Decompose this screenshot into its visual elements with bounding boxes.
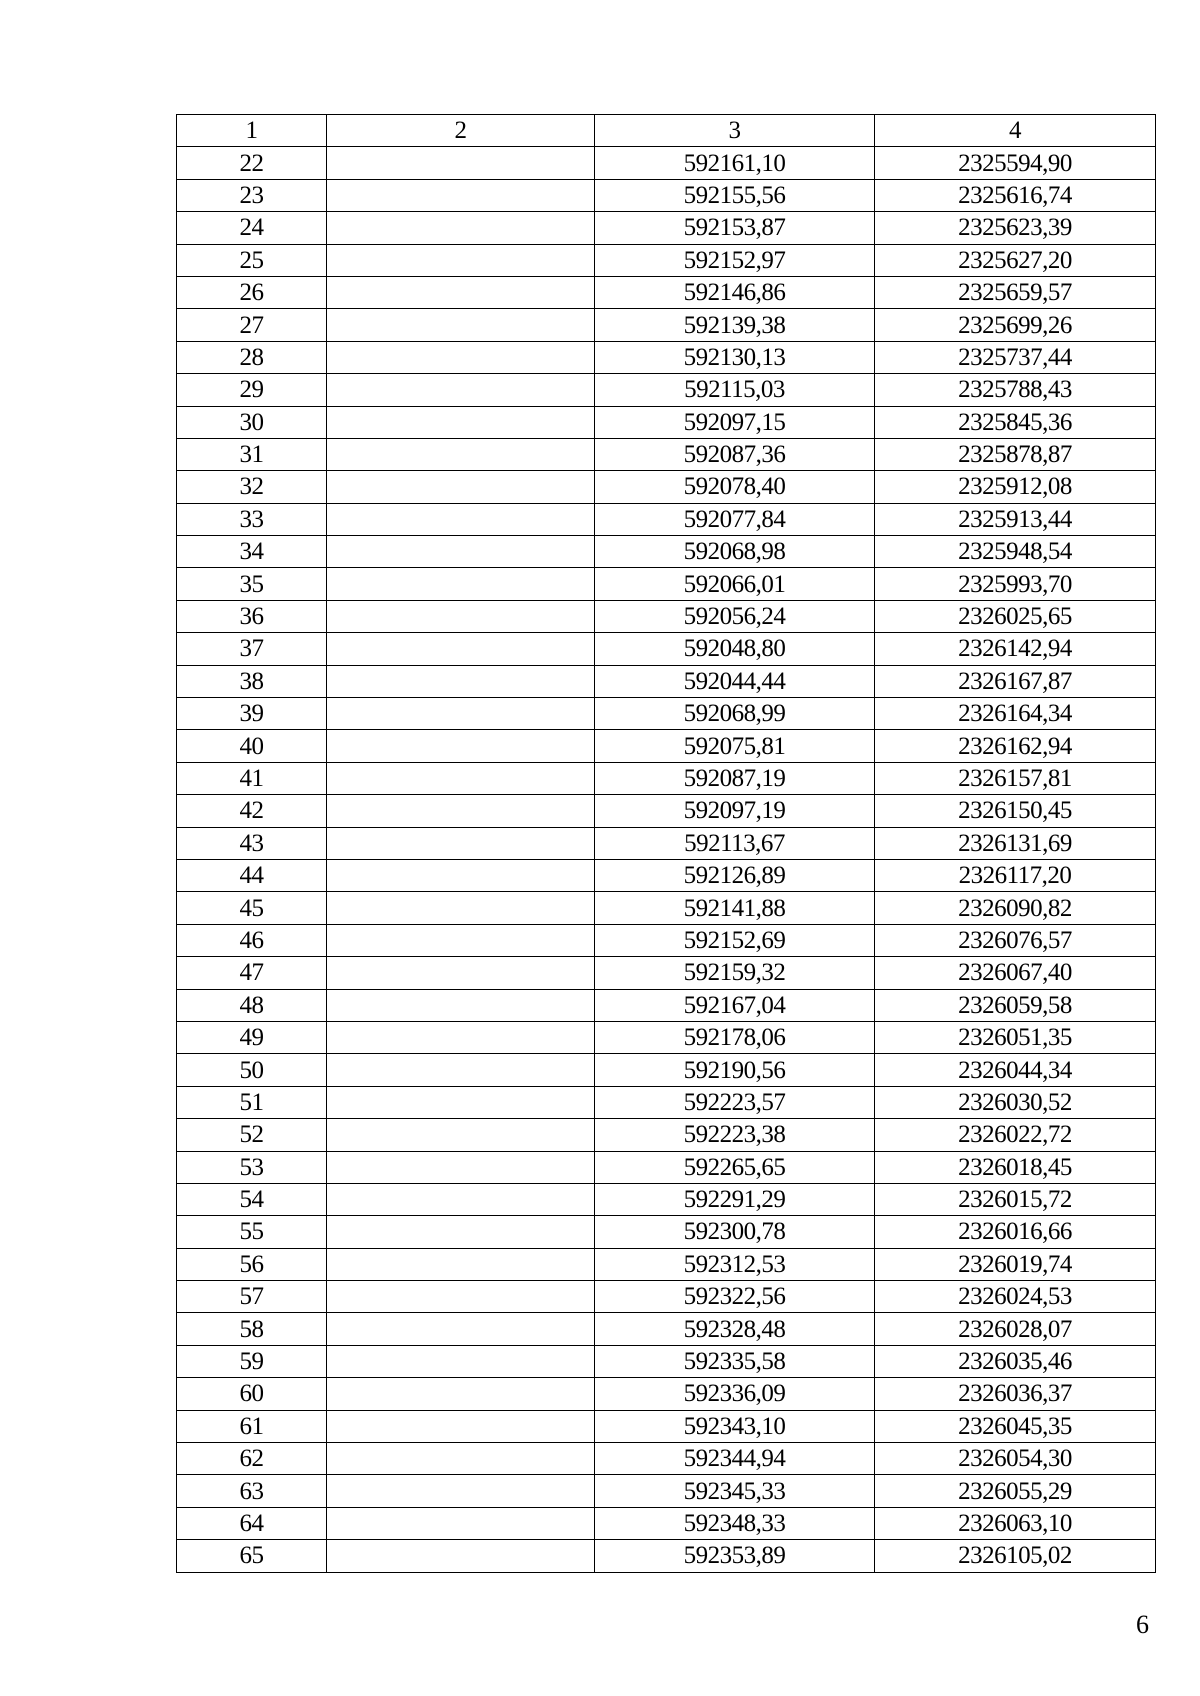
table-cell-col-1: 40 bbox=[177, 730, 327, 762]
table-cell-col-2 bbox=[327, 147, 595, 179]
table-cell-col-2 bbox=[327, 503, 595, 535]
table-cell-col-1: 24 bbox=[177, 212, 327, 244]
table-cell-col-2 bbox=[327, 276, 595, 308]
table-cell-col-2 bbox=[327, 1378, 595, 1410]
table-cell-col-2 bbox=[327, 762, 595, 794]
table-cell-col-3: 592078,40 bbox=[595, 471, 875, 503]
coordinates-table bbox=[176, 114, 1156, 1573]
table-cell-col-3: 592159,32 bbox=[595, 957, 875, 989]
table-cell-col-4: 2325627,20 bbox=[875, 244, 1156, 276]
table-cell-col-2 bbox=[327, 536, 595, 568]
table-row bbox=[177, 762, 1156, 794]
table-cell-col-2 bbox=[327, 1540, 595, 1572]
table-cell-col-1: 26 bbox=[177, 276, 327, 308]
table-cell-col-2 bbox=[327, 1151, 595, 1183]
table-row bbox=[177, 341, 1156, 373]
table-cell-col-1: 50 bbox=[177, 1054, 327, 1086]
column-header-3: 3 bbox=[595, 115, 875, 147]
table-cell-col-1: 65 bbox=[177, 1540, 327, 1572]
table-cell-col-1: 55 bbox=[177, 1216, 327, 1248]
table-cell-col-3: 592139,38 bbox=[595, 309, 875, 341]
table-cell-col-1: 32 bbox=[177, 471, 327, 503]
table-cell-col-4: 2326162,94 bbox=[875, 730, 1156, 762]
table-cell-col-1: 60 bbox=[177, 1378, 327, 1410]
table-cell-col-4: 2326028,07 bbox=[875, 1313, 1156, 1345]
table-cell-col-2 bbox=[327, 1443, 595, 1475]
table-cell-col-1: 52 bbox=[177, 1119, 327, 1151]
table-cell-col-2 bbox=[327, 179, 595, 211]
table-cell-col-1: 41 bbox=[177, 762, 327, 794]
table-cell-col-2 bbox=[327, 1248, 595, 1280]
table-cell-col-4: 2326105,02 bbox=[875, 1540, 1156, 1572]
table-cell-col-4: 2325594,90 bbox=[875, 147, 1156, 179]
table-row bbox=[177, 892, 1156, 924]
table-cell-col-3: 592097,19 bbox=[595, 795, 875, 827]
table-cell-col-4: 2326067,40 bbox=[875, 957, 1156, 989]
table-row bbox=[177, 600, 1156, 632]
table-row bbox=[177, 730, 1156, 762]
table-cell-col-3: 592077,84 bbox=[595, 503, 875, 535]
table-cell-col-2 bbox=[327, 406, 595, 438]
table-row bbox=[177, 859, 1156, 891]
table-cell-col-3: 592223,57 bbox=[595, 1086, 875, 1118]
table-cell-col-3: 592044,44 bbox=[595, 665, 875, 697]
table-cell-col-3: 592348,33 bbox=[595, 1507, 875, 1539]
table-cell-col-1: 25 bbox=[177, 244, 327, 276]
table-cell-col-4: 2326090,82 bbox=[875, 892, 1156, 924]
table-row bbox=[177, 147, 1156, 179]
table-cell-col-4: 2325788,43 bbox=[875, 374, 1156, 406]
table-cell-col-1: 30 bbox=[177, 406, 327, 438]
table-cell-col-3: 592056,24 bbox=[595, 600, 875, 632]
table-cell-col-1: 49 bbox=[177, 1021, 327, 1053]
table-cell-col-4: 2326036,37 bbox=[875, 1378, 1156, 1410]
table-cell-col-3: 592152,97 bbox=[595, 244, 875, 276]
table-cell-col-4: 2326142,94 bbox=[875, 633, 1156, 665]
coordinates-table-container bbox=[176, 114, 1155, 1573]
table-cell-col-1: 34 bbox=[177, 536, 327, 568]
table-row bbox=[177, 1248, 1156, 1280]
table-cell-col-1: 61 bbox=[177, 1410, 327, 1442]
table-cell-col-1: 59 bbox=[177, 1345, 327, 1377]
table-cell-col-2 bbox=[327, 665, 595, 697]
table-cell-col-1: 39 bbox=[177, 698, 327, 730]
table-cell-col-2 bbox=[327, 1281, 595, 1313]
table-cell-col-2 bbox=[327, 730, 595, 762]
table-cell-col-3: 592178,06 bbox=[595, 1021, 875, 1053]
table-cell-col-4: 2325948,54 bbox=[875, 536, 1156, 568]
table-cell-col-3: 592312,53 bbox=[595, 1248, 875, 1280]
table-cell-col-1: 57 bbox=[177, 1281, 327, 1313]
table-cell-col-2 bbox=[327, 859, 595, 891]
table-cell-col-1: 64 bbox=[177, 1507, 327, 1539]
table-cell-col-4: 2325878,87 bbox=[875, 438, 1156, 470]
table-cell-col-3: 592291,29 bbox=[595, 1183, 875, 1215]
table-row bbox=[177, 1021, 1156, 1053]
table-row bbox=[177, 1216, 1156, 1248]
table-cell-col-3: 592146,86 bbox=[595, 276, 875, 308]
table-row bbox=[177, 1086, 1156, 1118]
table-cell-col-4: 2326063,10 bbox=[875, 1507, 1156, 1539]
table-cell-col-3: 592075,81 bbox=[595, 730, 875, 762]
table-cell-col-3: 592066,01 bbox=[595, 568, 875, 600]
table-row bbox=[177, 827, 1156, 859]
table-cell-col-3: 592048,80 bbox=[595, 633, 875, 665]
table-cell-col-2 bbox=[327, 600, 595, 632]
table-row bbox=[177, 536, 1156, 568]
table-cell-col-2 bbox=[327, 1410, 595, 1442]
table-cell-col-3: 592068,98 bbox=[595, 536, 875, 568]
table-row bbox=[177, 309, 1156, 341]
table-row bbox=[177, 374, 1156, 406]
table-cell-col-4: 2326035,46 bbox=[875, 1345, 1156, 1377]
table-cell-col-1: 54 bbox=[177, 1183, 327, 1215]
table-row bbox=[177, 1475, 1156, 1507]
table-cell-col-4: 2325993,70 bbox=[875, 568, 1156, 600]
table-cell-col-1: 35 bbox=[177, 568, 327, 600]
table-cell-col-4: 2326164,34 bbox=[875, 698, 1156, 730]
column-header-4: 4 bbox=[875, 115, 1156, 147]
table-row bbox=[177, 1345, 1156, 1377]
table-cell-col-4: 2325616,74 bbox=[875, 179, 1156, 211]
table-cell-col-1: 43 bbox=[177, 827, 327, 859]
table-cell-col-1: 47 bbox=[177, 957, 327, 989]
table-cell-col-3: 592343,10 bbox=[595, 1410, 875, 1442]
table-cell-col-2 bbox=[327, 1216, 595, 1248]
table-cell-col-1: 36 bbox=[177, 600, 327, 632]
table-cell-col-4: 2326044,34 bbox=[875, 1054, 1156, 1086]
table-cell-col-3: 592068,99 bbox=[595, 698, 875, 730]
table-cell-col-3: 592223,38 bbox=[595, 1119, 875, 1151]
table-row bbox=[177, 1443, 1156, 1475]
table-cell-col-4: 2326030,52 bbox=[875, 1086, 1156, 1118]
table-row bbox=[177, 244, 1156, 276]
table-cell-col-2 bbox=[327, 1345, 595, 1377]
table-cell-col-2 bbox=[327, 309, 595, 341]
table-row bbox=[177, 1281, 1156, 1313]
table-cell-col-1: 29 bbox=[177, 374, 327, 406]
table-row bbox=[177, 698, 1156, 730]
table-cell-col-4: 2326018,45 bbox=[875, 1151, 1156, 1183]
table-cell-col-1: 33 bbox=[177, 503, 327, 535]
table-row bbox=[177, 1507, 1156, 1539]
table-cell-col-2 bbox=[327, 698, 595, 730]
table-row bbox=[177, 1183, 1156, 1215]
table-cell-col-2 bbox=[327, 212, 595, 244]
table-cell-col-1: 23 bbox=[177, 179, 327, 211]
table-cell-col-3: 592153,87 bbox=[595, 212, 875, 244]
table-cell-col-2 bbox=[327, 1119, 595, 1151]
table-cell-col-4: 2326055,29 bbox=[875, 1475, 1156, 1507]
table-cell-col-2 bbox=[327, 795, 595, 827]
table-cell-col-3: 592115,03 bbox=[595, 374, 875, 406]
table-cell-col-2 bbox=[327, 924, 595, 956]
table-cell-col-3: 592344,94 bbox=[595, 1443, 875, 1475]
table-row bbox=[177, 276, 1156, 308]
table-cell-col-4: 2326025,65 bbox=[875, 600, 1156, 632]
table-cell-col-2 bbox=[327, 1313, 595, 1345]
table-cell-col-1: 58 bbox=[177, 1313, 327, 1345]
table-cell-col-4: 2325912,08 bbox=[875, 471, 1156, 503]
table-cell-col-1: 42 bbox=[177, 795, 327, 827]
table-row bbox=[177, 212, 1156, 244]
table-cell-col-3: 592353,89 bbox=[595, 1540, 875, 1572]
table-row bbox=[177, 989, 1156, 1021]
table-cell-col-4: 2325623,39 bbox=[875, 212, 1156, 244]
page-number: 6 bbox=[1136, 1610, 1149, 1639]
table-cell-col-3: 592141,88 bbox=[595, 892, 875, 924]
table-cell-col-3: 592155,56 bbox=[595, 179, 875, 211]
table-cell-col-3: 592300,78 bbox=[595, 1216, 875, 1248]
table-cell-col-3: 592345,33 bbox=[595, 1475, 875, 1507]
table-cell-col-3: 592335,58 bbox=[595, 1345, 875, 1377]
table-cell-col-2 bbox=[327, 374, 595, 406]
table-cell-col-4: 2325699,26 bbox=[875, 309, 1156, 341]
table-cell-col-1: 53 bbox=[177, 1151, 327, 1183]
table-cell-col-3: 592190,56 bbox=[595, 1054, 875, 1086]
table-cell-col-3: 592167,04 bbox=[595, 989, 875, 1021]
table-header-row bbox=[177, 115, 1156, 147]
table-cell-col-4: 2326019,74 bbox=[875, 1248, 1156, 1280]
table-cell-col-4: 2326024,53 bbox=[875, 1281, 1156, 1313]
column-header-2: 2 bbox=[327, 115, 595, 147]
table-row bbox=[177, 1313, 1156, 1345]
table-cell-col-3: 592322,56 bbox=[595, 1281, 875, 1313]
table-cell-col-3: 592087,36 bbox=[595, 438, 875, 470]
table-cell-col-1: 56 bbox=[177, 1248, 327, 1280]
table-cell-col-1: 37 bbox=[177, 633, 327, 665]
table-cell-col-1: 63 bbox=[177, 1475, 327, 1507]
table-row bbox=[177, 1410, 1156, 1442]
table-cell-col-1: 38 bbox=[177, 665, 327, 697]
table-cell-col-1: 45 bbox=[177, 892, 327, 924]
table-cell-col-3: 592126,89 bbox=[595, 859, 875, 891]
table-cell-col-4: 2325737,44 bbox=[875, 341, 1156, 373]
table-cell-col-4: 2326131,69 bbox=[875, 827, 1156, 859]
table-cell-col-3: 592265,65 bbox=[595, 1151, 875, 1183]
table-cell-col-2 bbox=[327, 1507, 595, 1539]
table-cell-col-3: 592161,10 bbox=[595, 147, 875, 179]
table-row bbox=[177, 924, 1156, 956]
table-cell-col-4: 2326150,45 bbox=[875, 795, 1156, 827]
table-cell-col-4: 2326059,58 bbox=[875, 989, 1156, 1021]
table-row bbox=[177, 179, 1156, 211]
table-cell-col-2 bbox=[327, 1054, 595, 1086]
table-row bbox=[177, 1119, 1156, 1151]
table-cell-col-3: 592087,19 bbox=[595, 762, 875, 794]
table-row bbox=[177, 795, 1156, 827]
table-row bbox=[177, 438, 1156, 470]
table-cell-col-4: 2326076,57 bbox=[875, 924, 1156, 956]
table-cell-col-4: 2326167,87 bbox=[875, 665, 1156, 697]
table-cell-col-3: 592328,48 bbox=[595, 1313, 875, 1345]
table-cell-col-3: 592336,09 bbox=[595, 1378, 875, 1410]
column-header-1: 1 bbox=[177, 115, 327, 147]
table-cell-col-1: 62 bbox=[177, 1443, 327, 1475]
table-cell-col-1: 46 bbox=[177, 924, 327, 956]
table-cell-col-2 bbox=[327, 989, 595, 1021]
table-cell-col-3: 592113,67 bbox=[595, 827, 875, 859]
table-cell-col-4: 2326054,30 bbox=[875, 1443, 1156, 1475]
table-cell-col-3: 592130,13 bbox=[595, 341, 875, 373]
table-cell-col-4: 2326117,20 bbox=[875, 859, 1156, 891]
table-cell-col-2 bbox=[327, 438, 595, 470]
table-cell-col-1: 22 bbox=[177, 147, 327, 179]
table-cell-col-2 bbox=[327, 633, 595, 665]
table-row bbox=[177, 406, 1156, 438]
table-cell-col-4: 2326015,72 bbox=[875, 1183, 1156, 1215]
table-cell-col-4: 2326045,35 bbox=[875, 1410, 1156, 1442]
table-cell-col-4: 2325659,57 bbox=[875, 276, 1156, 308]
table-cell-col-1: 48 bbox=[177, 989, 327, 1021]
table-cell-col-3: 592097,15 bbox=[595, 406, 875, 438]
table-row bbox=[177, 1540, 1156, 1572]
table-cell-col-4: 2325913,44 bbox=[875, 503, 1156, 535]
table-cell-col-1: 27 bbox=[177, 309, 327, 341]
table-cell-col-1: 51 bbox=[177, 1086, 327, 1118]
table-row bbox=[177, 471, 1156, 503]
table-cell-col-4: 2326016,66 bbox=[875, 1216, 1156, 1248]
table-row bbox=[177, 1378, 1156, 1410]
table-body bbox=[177, 147, 1156, 1572]
table-cell-col-1: 31 bbox=[177, 438, 327, 470]
table-cell-col-2 bbox=[327, 1021, 595, 1053]
table-row bbox=[177, 957, 1156, 989]
table-cell-col-2 bbox=[327, 827, 595, 859]
table-cell-col-2 bbox=[327, 471, 595, 503]
table-cell-col-1: 28 bbox=[177, 341, 327, 373]
table-cell-col-3: 592152,69 bbox=[595, 924, 875, 956]
table-cell-col-4: 2325845,36 bbox=[875, 406, 1156, 438]
table-cell-col-4: 2326051,35 bbox=[875, 1021, 1156, 1053]
table-cell-col-4: 2326022,72 bbox=[875, 1119, 1156, 1151]
table-row bbox=[177, 1054, 1156, 1086]
table-row bbox=[177, 1151, 1156, 1183]
table-row bbox=[177, 568, 1156, 600]
table-cell-col-4: 2326157,81 bbox=[875, 762, 1156, 794]
table-row bbox=[177, 633, 1156, 665]
table-cell-col-2 bbox=[327, 244, 595, 276]
table-cell-col-2 bbox=[327, 1475, 595, 1507]
table-row bbox=[177, 503, 1156, 535]
table-cell-col-2 bbox=[327, 1183, 595, 1215]
table-cell-col-2 bbox=[327, 1086, 595, 1118]
table-cell-col-2 bbox=[327, 568, 595, 600]
table-row bbox=[177, 665, 1156, 697]
table-cell-col-1: 44 bbox=[177, 859, 327, 891]
table-cell-col-2 bbox=[327, 341, 595, 373]
table-cell-col-2 bbox=[327, 892, 595, 924]
table-cell-col-2 bbox=[327, 957, 595, 989]
